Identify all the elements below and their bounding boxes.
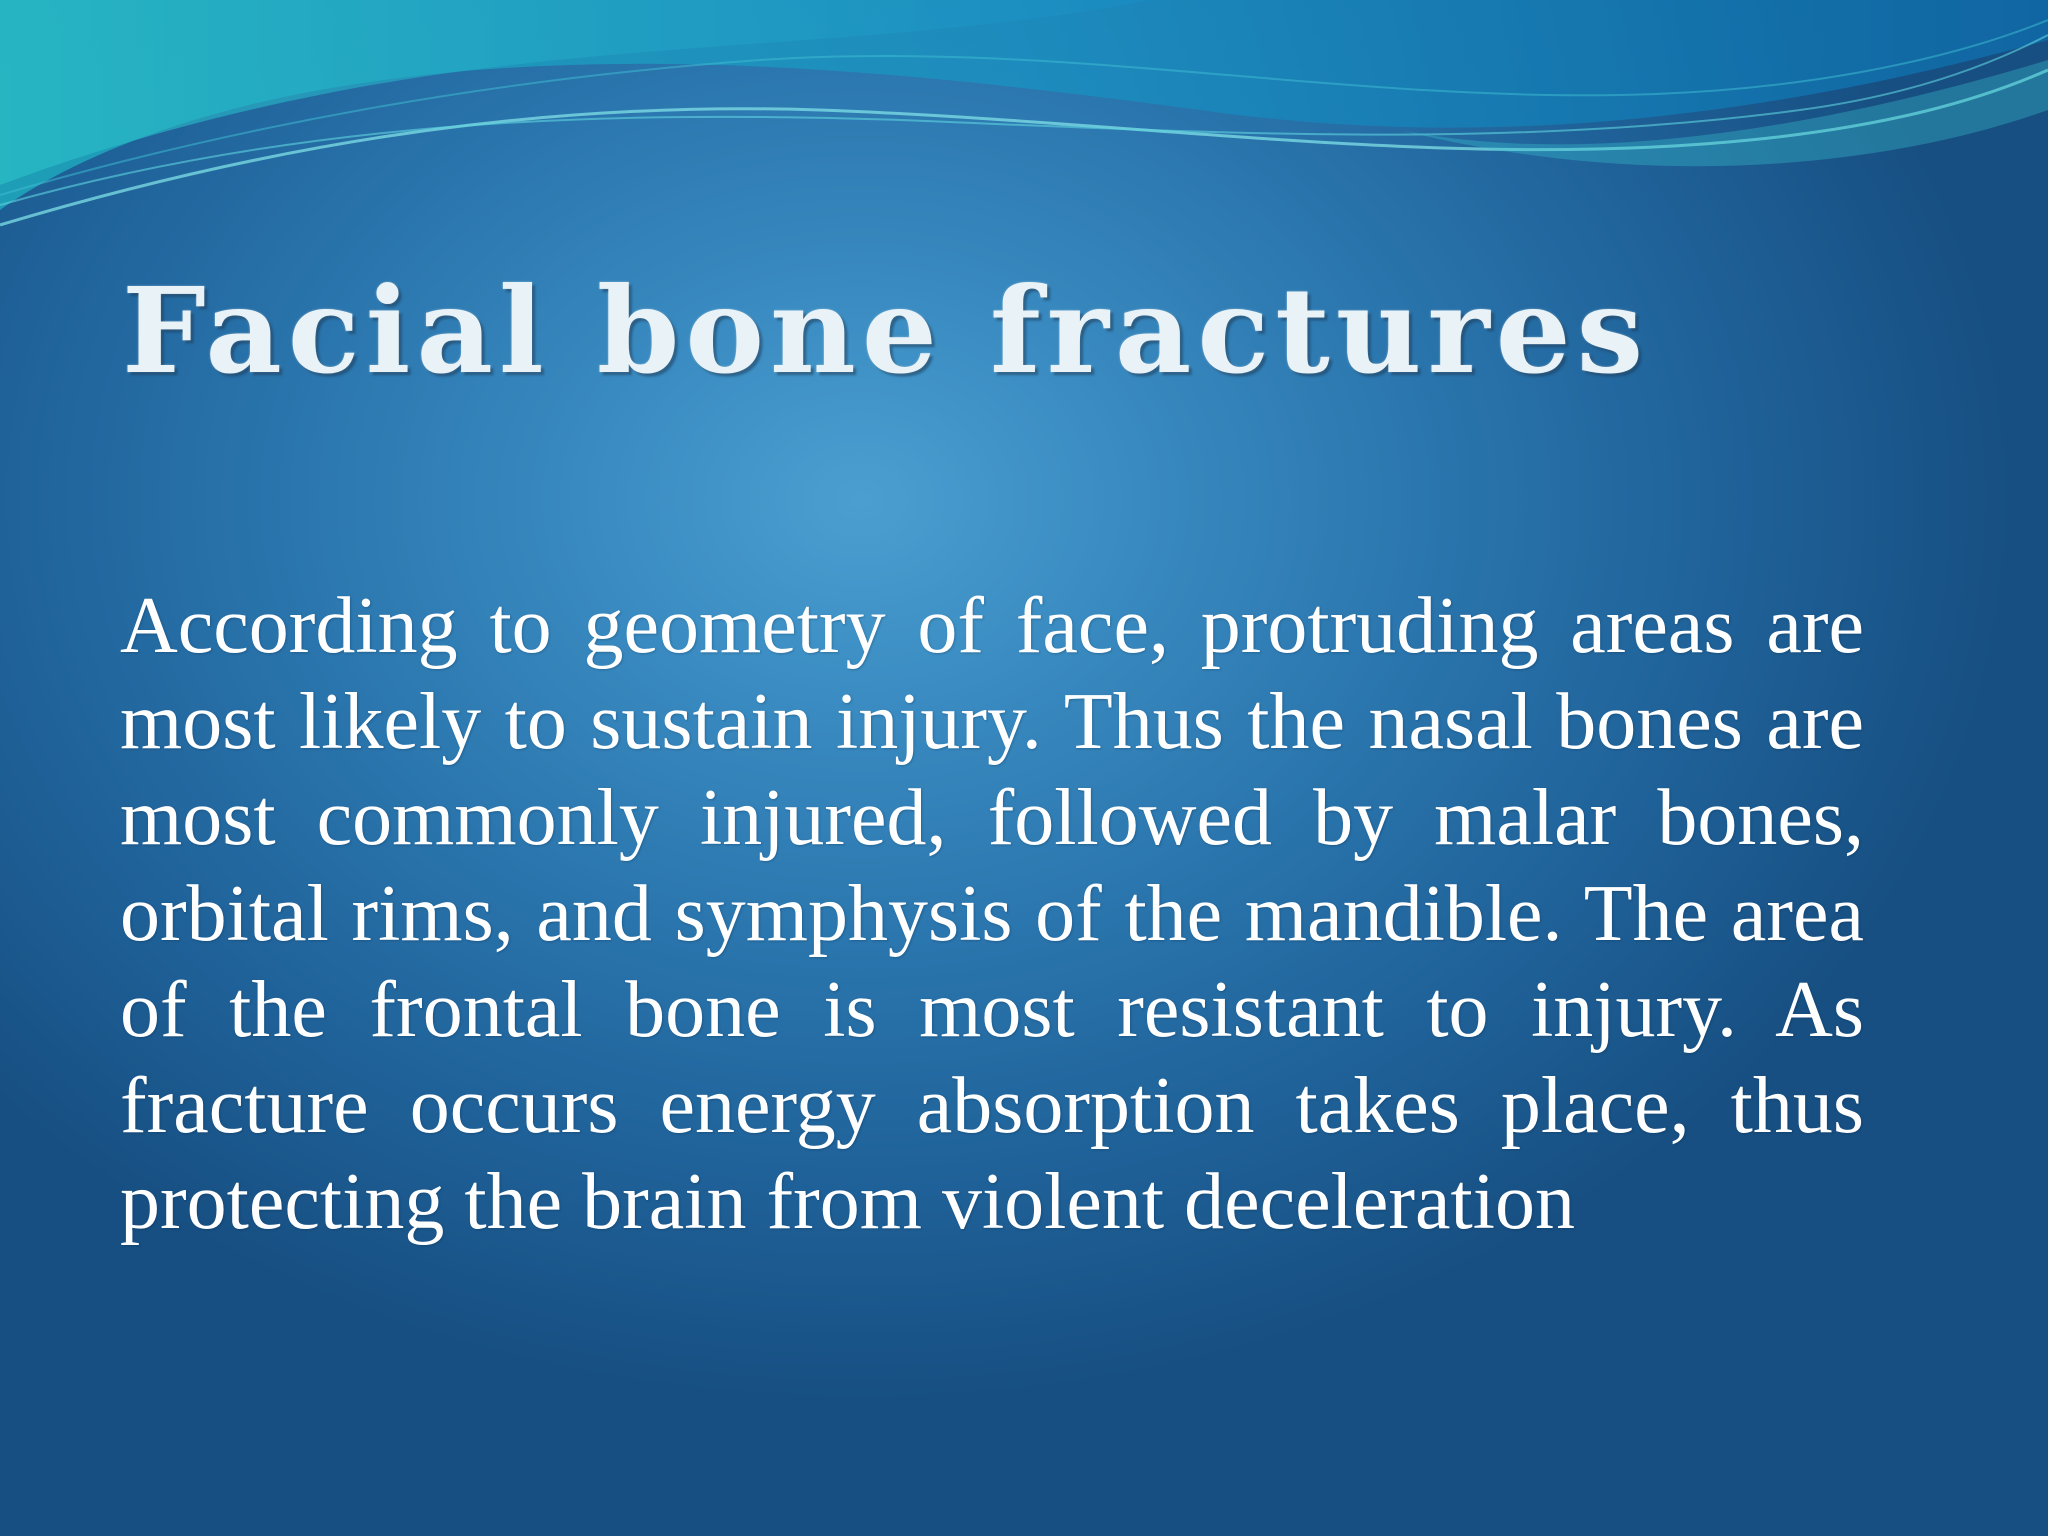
decorative-waves: [0, 0, 2048, 260]
slide-title: Facial bone fractures: [122, 261, 1650, 400]
slide-body-text: According to geometry of face, protruding areas are most likely to sustain injury. Thus the nasal bones are most commonly injured, followed by malar bones, orbital rims, and symphysis of the mandible. The area of the frontal bone is most resistant to injury. As fracture occurs energy absorption takes place, thus protecting the brain from violent deceleration: [120, 582, 1864, 1246]
